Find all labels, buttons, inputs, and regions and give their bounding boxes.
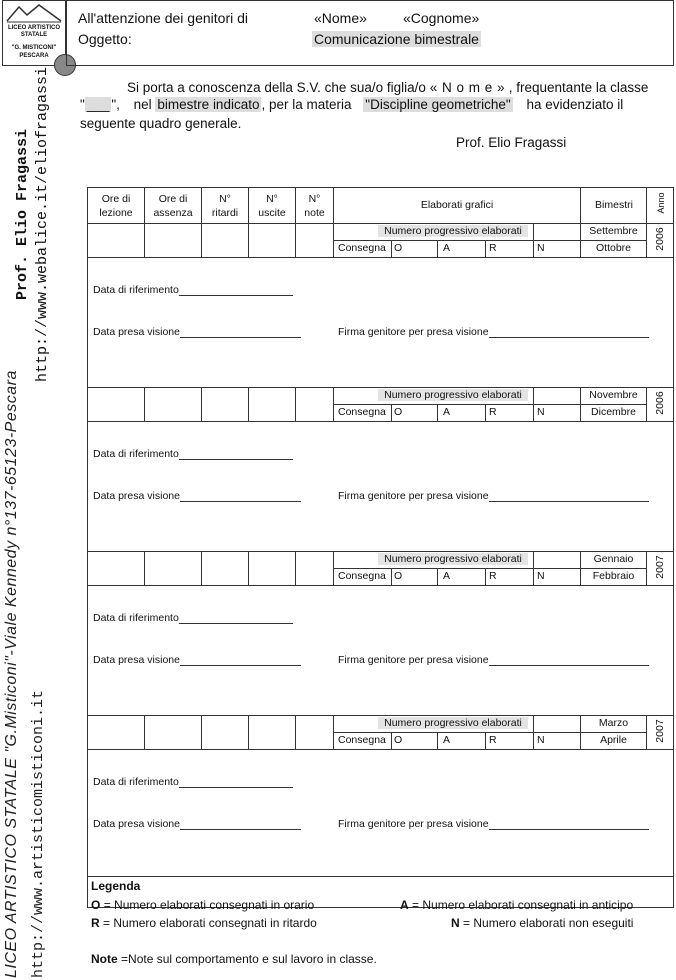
col-n-label: N	[537, 406, 545, 418]
intro-text: , frequentante la classe	[508, 80, 649, 95]
col-o-label: O	[394, 242, 403, 254]
header-elaborati: Elaborati grafici	[420, 199, 494, 211]
col-r-label: R	[489, 734, 497, 746]
bimester-year: 2007	[654, 555, 666, 579]
school-website: http://www.artisticomisticoni.it	[30, 689, 47, 978]
presa-visione-label	[93, 489, 301, 502]
riferimento-field[interactable]	[179, 283, 293, 296]
subject-field: "Discipline geometriche"	[365, 97, 511, 112]
firma-field[interactable]	[489, 325, 649, 338]
riferimento-text: Data di riferimento	[93, 612, 179, 624]
col-r-label: R	[489, 570, 497, 582]
header-ritardi: ritardi	[211, 207, 239, 219]
bimester-year: 2006	[654, 391, 666, 415]
logo-line: "G. MISTICONI"	[11, 45, 57, 51]
firma-label	[338, 489, 649, 502]
presa-visione-label	[93, 325, 301, 338]
logo-line: STATALE	[20, 32, 48, 38]
bimester-year: 2007	[654, 719, 666, 743]
firma-text: Firma genitore per presa visione	[338, 490, 489, 502]
teacher-signature: Prof. Elio Fragassi	[456, 135, 567, 150]
col-n-label: N	[537, 734, 545, 746]
col-r-label: R	[489, 406, 497, 418]
bimester-month-1: Gennaio	[593, 553, 634, 565]
presa-visione-text: Data presa visione	[93, 654, 180, 666]
firma-field[interactable]	[489, 653, 649, 666]
legend-r-key: R	[91, 916, 100, 930]
legend-r-text: = Numero elaborati consegnati in ritardo	[103, 916, 317, 930]
header-anno: Anno	[656, 192, 666, 214]
firma-text: Firma genitore per presa visione	[338, 654, 489, 666]
firma-field[interactable]	[489, 489, 649, 502]
riferimento-field[interactable]	[179, 775, 293, 788]
bimester-month-2: Febbraio	[592, 570, 635, 582]
intro-text: nel	[133, 97, 152, 112]
presa-visione-text: Data presa visione	[93, 326, 180, 338]
consegna-label: Consegna	[338, 242, 386, 254]
intro-text: , per la materia	[261, 97, 352, 112]
bimester-month-1: Novembre	[589, 389, 638, 401]
logo-line: PESCARA	[19, 53, 49, 59]
col-n-label: N	[537, 242, 545, 254]
header-ore-lezione: Ore di	[101, 193, 131, 205]
col-a-label: A	[443, 570, 451, 582]
progressivo-label: Numero progressivo elaborati	[378, 553, 528, 565]
legend-n-key: N	[451, 916, 460, 930]
subject-label: Oggetto:	[78, 31, 132, 47]
col-n-label: N	[537, 570, 545, 582]
header-ritardi: N°	[219, 193, 231, 205]
bimester-month-2: Ottobre	[595, 242, 632, 254]
firma-text: Firma genitore per presa visione	[338, 818, 489, 830]
surname-field: «Cognome»	[403, 10, 480, 26]
firma-label	[338, 325, 649, 338]
progressivo-label: Numero progressivo elaborati	[378, 389, 528, 401]
presa-visione-field[interactable]	[180, 489, 301, 502]
legend-note-text: =Note sul comportamento e sul lavoro in classe.	[121, 952, 377, 966]
attention-label: All'attenzione dei genitori di	[78, 10, 249, 26]
presa-visione-field[interactable]	[180, 325, 301, 338]
consegna-label: Consegna	[338, 406, 386, 418]
firma-label	[338, 653, 649, 666]
presa-visione-text: Data presa visione	[93, 818, 180, 830]
legend-o-text: = Numero elaborati consegnati in orario	[103, 898, 315, 912]
consegna-label: Consegna	[338, 734, 386, 746]
intro-text: ha evidenziato il	[526, 97, 624, 112]
author-name: Prof. Elio Fragassi	[14, 128, 31, 300]
header-note: N°	[308, 193, 321, 205]
riferimento-label	[93, 283, 293, 296]
intro-text: seguente quadro generale.	[80, 116, 242, 131]
header-ore-lezione: lezione	[99, 207, 133, 219]
firma-text: Firma genitore per presa visione	[338, 326, 489, 338]
bimester-field: bimestre indicato	[157, 97, 260, 112]
header-ore-assenza: assenza	[153, 207, 193, 219]
presa-visione-label	[93, 817, 301, 830]
progressivo-label: Numero progressivo elaborati	[378, 225, 528, 237]
riferimento-text: Data di riferimento	[93, 448, 179, 460]
col-r-label: R	[489, 242, 497, 254]
intro-text: "	[80, 97, 85, 112]
header-uscite: N°	[266, 193, 278, 205]
bimester-month-1: Marzo	[598, 717, 629, 729]
col-a-label: A	[443, 242, 451, 254]
subject-value: Comunicazione bimestrale	[314, 31, 479, 47]
riferimento-field[interactable]	[179, 447, 293, 460]
presa-visione-field[interactable]	[180, 817, 301, 830]
logo-line: LICEO ARTISTICO	[7, 25, 61, 31]
legend-a-text: = Numero elaborati consegnati in anticipo	[412, 898, 634, 912]
header-ore-assenza: Ore di	[158, 193, 188, 205]
firma-label	[338, 817, 649, 830]
legend-o-key: O	[91, 898, 101, 912]
intro-text: Si porta a conoscenza della S.V. che sua/o figlia/o	[127, 80, 426, 95]
consegna-label: Consegna	[338, 570, 386, 582]
intro-text: ",	[111, 97, 120, 112]
riferimento-label	[93, 611, 293, 624]
legend-a-key: A	[400, 898, 409, 912]
bimester-month-2: Aprile	[600, 734, 627, 746]
riferimento-label	[93, 775, 293, 788]
bimester-year: 2006	[654, 227, 666, 251]
riferimento-text: Data di riferimento	[93, 284, 179, 296]
presa-visione-text: Data presa visione	[93, 490, 180, 502]
presa-visione-label	[93, 653, 301, 666]
presa-visione-field[interactable]	[180, 653, 301, 666]
student-name-field: « N o m e »	[429, 80, 505, 95]
riferimento-field[interactable]	[179, 611, 293, 624]
bimester-month-2: Dicembre	[591, 406, 636, 418]
riferimento-label	[93, 447, 293, 460]
riferimento-text: Data di riferimento	[93, 776, 179, 788]
class-field: ___	[86, 97, 110, 112]
name-field: «Nome»	[314, 10, 367, 26]
header-uscite: uscite	[258, 207, 286, 219]
legend-note-key: Note	[91, 952, 118, 966]
col-o-label: O	[394, 406, 403, 418]
bimester-month-1: Settembre	[589, 225, 638, 237]
col-a-label: A	[443, 406, 451, 418]
col-o-label: O	[394, 734, 403, 746]
header-note: note	[304, 207, 325, 219]
legend-n-text: = Numero elaborati non eseguiti	[463, 916, 634, 930]
firma-field[interactable]	[489, 817, 649, 830]
school-address: LICEO ARTISTICO STATALE "G.Misticoni"-Viale Kennedy n°137-65123-Pescara	[3, 370, 20, 978]
col-o-label: O	[394, 570, 403, 582]
col-a-label: A	[443, 734, 451, 746]
progressivo-label: Numero progressivo elaborati	[378, 717, 528, 729]
logo-roof-icon	[5, 3, 63, 23]
legend-title: Legenda	[91, 879, 141, 893]
author-website: http://www.webalice.it/eliofragassi	[34, 66, 51, 382]
header-bimestri: Bimestri	[595, 199, 633, 211]
